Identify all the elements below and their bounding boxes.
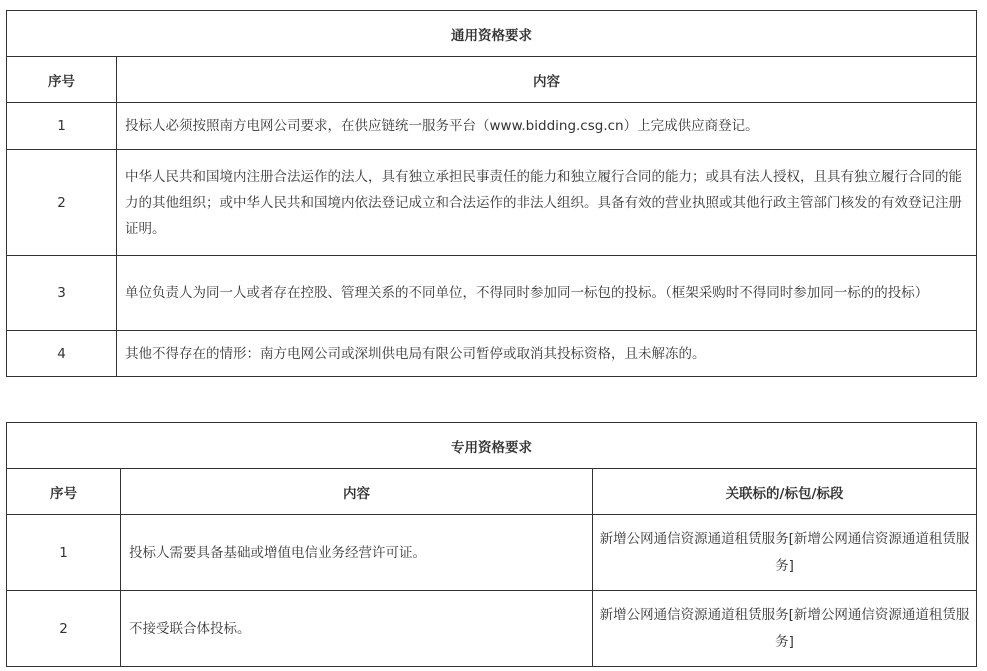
row-content: 中华人民共和国境内注册合法运作的法人，具有独立承担民事责任的能力和独立履行合同的能力；或具有法人授权，且具有独立履行合同的能力的其他组织；或中华人民共和国境内依法登记成立和合法运作的非法人组织。具备有效的营业执照或其他行政主管部门核发的有效登记注册证明。 xyxy=(117,150,977,256)
header-no: 序号 xyxy=(7,57,117,103)
general-table-title: 通用资格要求 xyxy=(7,11,977,57)
row-number: 1 xyxy=(7,103,117,150)
table-row xyxy=(7,256,977,331)
table-row xyxy=(7,515,977,591)
header-content: 内容 xyxy=(117,57,977,103)
row-related: 新增公网通信资源通道租赁服务[新增公网通信资源通道租赁服务] xyxy=(593,591,977,667)
table-row xyxy=(7,150,977,256)
header-no: 序号 xyxy=(7,469,121,515)
row-content: 单位负责人为同一人或者存在控股、管理关系的不同单位，不得同时参加同一标包的投标。（框架采购时不得同时参加同一标的的投标） xyxy=(117,256,977,331)
row-content: 投标人必须按照南方电网公司要求，在供应链统一服务平台（www.bidding.csg.cn）上完成供应商登记。 xyxy=(117,103,977,150)
general-requirements-table xyxy=(6,10,977,377)
row-number: 4 xyxy=(7,331,117,377)
row-content: 其他不得存在的情形：南方电网公司或深圳供电局有限公司暂停或取消其投标资格，且未解冻的。 xyxy=(117,331,977,377)
row-number: 2 xyxy=(7,591,121,667)
special-table-title: 专用资格要求 xyxy=(7,423,977,469)
table-row xyxy=(7,331,977,377)
table-row xyxy=(7,591,977,667)
table-row xyxy=(7,103,977,150)
row-related: 新增公网通信资源通道租赁服务[新增公网通信资源通道租赁服务] xyxy=(593,515,977,591)
row-number: 2 xyxy=(7,150,117,256)
row-number: 3 xyxy=(7,256,117,331)
row-content: 投标人需要具备基础或增值电信业务经营许可证。 xyxy=(121,515,593,591)
header-content: 内容 xyxy=(121,469,593,515)
header-related: 关联标的/标包/标段 xyxy=(593,469,977,515)
row-number: 1 xyxy=(7,515,121,591)
special-requirements-table xyxy=(6,422,977,667)
row-content: 不接受联合体投标。 xyxy=(121,591,593,667)
